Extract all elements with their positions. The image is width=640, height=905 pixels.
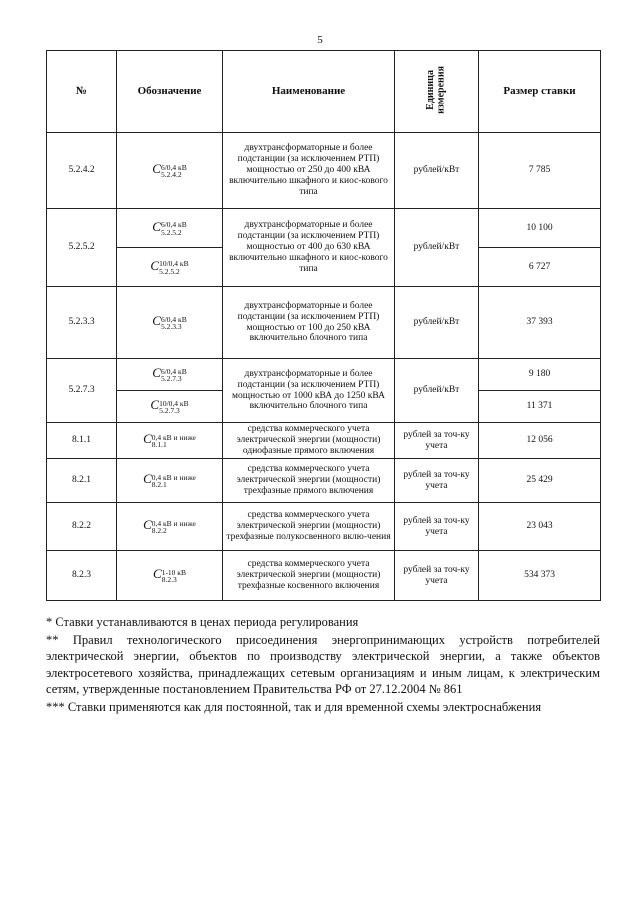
row-name: двухтрансформаторные и более подстанции (за исключением РТП) мощностью от 100 до 250 кВА включительно блочного типа — [223, 287, 395, 359]
designation-symbol: C — [143, 431, 152, 447]
designation-sub: 8.2.2 — [151, 526, 167, 536]
row-name: двухтрансформаторные и более подстанции (за исключением РТП) мощностью от 250 до 400 кВА включительно шкафного и киос-кового типа — [223, 133, 395, 209]
designation-sup: 0,4 кВ и ниже — [151, 518, 196, 528]
rate-value: 7 785 — [479, 133, 601, 209]
header-unit-line2: измерения — [435, 65, 447, 114]
rate-value: 9 180 — [479, 359, 601, 391]
row-name: средства коммерческого учета электрической энергии (мощности) трехфазные полукосвенного вклю-чения — [223, 503, 395, 551]
designation-symbol: C — [143, 517, 152, 533]
designation-cell — [117, 287, 223, 359]
row-number: 8.2.3 — [47, 551, 117, 601]
row-number: 5.2.7.3 — [47, 359, 117, 423]
rate-value: 37 393 — [479, 287, 601, 359]
footnote-3: *** Ставки применяются как для постоянной, так и для временной схемы электроснабжения — [46, 699, 542, 714]
designation-cell — [117, 359, 223, 391]
designation-sub: 5.2.5.2 — [159, 266, 180, 276]
rate-value: 25 429 — [479, 459, 601, 503]
header-rate: Размер ставки — [479, 51, 601, 133]
designation-cell — [117, 209, 223, 248]
table-body — [47, 133, 601, 601]
row-number: 8.1.1 — [47, 423, 117, 459]
designation-cell — [117, 551, 223, 601]
designation-sub: 5.2.3.3 — [160, 322, 182, 332]
header-row — [47, 51, 601, 133]
designation-sub: 5.2.7.3 — [159, 406, 180, 416]
header-unit — [395, 51, 479, 133]
designation-sup: 6/0,4 кВ — [160, 314, 187, 324]
rate-value: 23 043 — [479, 503, 601, 551]
header-designation: Обозначение — [117, 51, 223, 133]
row-name: средства коммерческого учета электрической энергии (мощности) трехфазные прямого включения — [223, 459, 395, 503]
rate-value: 11 371 — [479, 391, 601, 423]
row-name: средства коммерческого учета электрической энергии (мощности) однофазные прямого включения — [223, 423, 395, 459]
table-row — [47, 459, 601, 503]
row-unit: рублей/кВт — [395, 209, 479, 287]
row-name: средства коммерческого учета электрической энергии (мощности) трехфазные косвенного включения — [223, 551, 395, 601]
designation-symbol: C — [152, 365, 161, 381]
row-unit: рублей за точ-ку учета — [395, 423, 479, 459]
footnotes — [46, 614, 600, 716]
table-row — [47, 503, 601, 551]
designation-symbol: C — [150, 257, 160, 273]
row-name: двухтрансформаторные и более подстанции (за исключением РТП) мощностью от 400 до 630 кВА включительно шкафного и киос-кового типа — [223, 209, 395, 287]
row-unit: рублей/кВт — [395, 133, 479, 209]
rates-table — [46, 50, 601, 601]
designation-symbol: C — [152, 218, 161, 234]
row-unit: рублей/кВт — [395, 287, 479, 359]
designation-sub: 5.2.4.2 — [160, 170, 182, 180]
header-name: Наименование — [223, 51, 395, 133]
designation-sup: 6/0,4 кВ — [160, 220, 187, 230]
table-row — [47, 359, 601, 391]
table-row — [47, 287, 601, 359]
footnote-1: * Ставки устанавливаются в ценах периода регулирования — [46, 615, 359, 629]
rate-value: 534 373 — [479, 551, 601, 601]
rate-value: 6 727 — [479, 248, 601, 287]
designation-sub: 8.2.3 — [161, 575, 177, 585]
designation-sup: 6/0,4 кВ — [160, 366, 187, 376]
table-row — [47, 209, 601, 248]
table-row — [47, 423, 601, 459]
designation-sub: 5.2.7.3 — [160, 374, 182, 384]
designation-symbol: C — [152, 313, 161, 329]
designation-cell — [117, 423, 223, 459]
designation-cell — [117, 459, 223, 503]
rate-value: 12 056 — [479, 423, 601, 459]
row-unit: рублей/кВт — [395, 359, 479, 423]
designation-sub: 5.2.5.2 — [160, 227, 182, 237]
designation-symbol: C — [152, 161, 161, 177]
row-number: 8.2.2 — [47, 503, 117, 551]
row-number: 5.2.3.3 — [47, 287, 117, 359]
footnote-2: ** Правил технологического присоединения энергопринимающих устройств потребителей электрической энергии, объектов по производству электрической энергии, а также объектов электросетевого хозяйства, принадлежащих сетевым организациям и иным лицам, к электрическим сетям, утвержденные постановлением Правительства РФ от 27.12.2004 № 861 — [46, 632, 600, 696]
designation-cell — [117, 133, 223, 209]
row-number: 8.2.1 — [47, 459, 117, 503]
designation-symbol: C — [153, 566, 162, 582]
row-unit: рублей за точ-ку учета — [395, 551, 479, 601]
table-row — [47, 551, 601, 601]
rate-value: 10 100 — [479, 209, 601, 248]
designation-sub: 8.1.1 — [151, 440, 167, 450]
row-number: 5.2.4.2 — [47, 133, 117, 209]
designation-sup: 10/0,4 кВ — [159, 259, 189, 269]
designation-sup: 0,4 кВ и ниже — [151, 472, 196, 482]
page-number: 5 — [317, 34, 323, 46]
designation-sup: 6/0,4 кВ — [160, 162, 187, 172]
row-unit: рублей за точ-ку учета — [395, 503, 479, 551]
row-name: двухтрансформаторные и более подстанции (за исключением РТП) мощностью от 1000 кВА до 1250 кВА включительно блочного типа — [223, 359, 395, 423]
designation-sup: 1-10 кВ — [161, 567, 186, 577]
designation-cell — [117, 503, 223, 551]
designation-cell — [117, 391, 223, 423]
table-row — [47, 133, 601, 209]
designation-sup: 10/0,4 кВ — [159, 398, 189, 408]
header-num: № — [47, 51, 117, 133]
designation-symbol: C — [143, 471, 152, 487]
designation-cell — [117, 248, 223, 287]
designation-sup: 0,4 кВ и ниже — [151, 432, 196, 442]
row-number: 5.2.5.2 — [47, 209, 117, 287]
designation-sub: 8.2.1 — [151, 480, 167, 490]
row-unit: рублей за точ-ку учета — [395, 459, 479, 503]
designation-symbol: C — [150, 397, 160, 413]
header-unit-line1: Единица — [425, 69, 436, 110]
